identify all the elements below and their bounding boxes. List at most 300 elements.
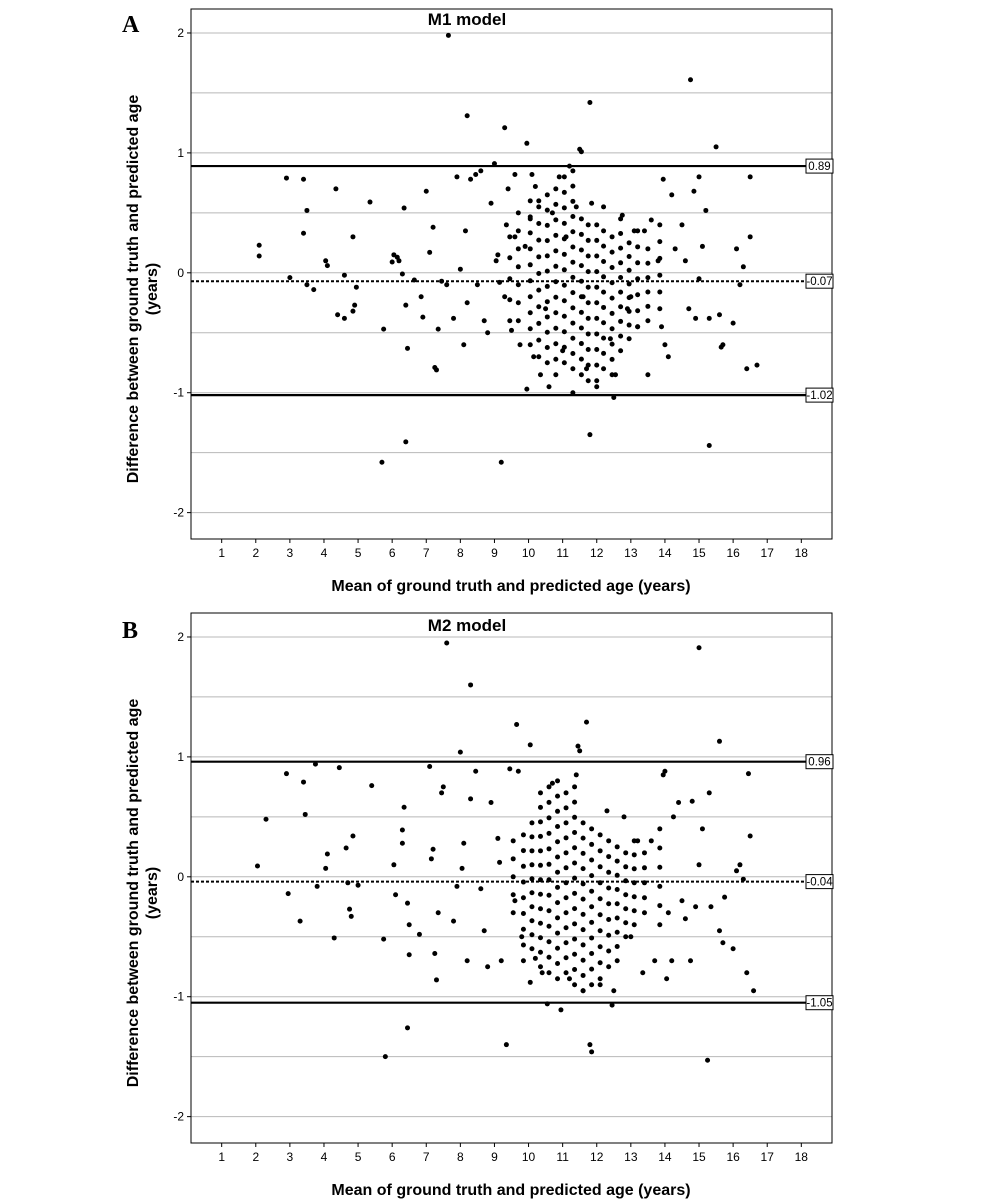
- data-point: [407, 922, 412, 927]
- data-point: [523, 244, 528, 249]
- data-point: [475, 282, 480, 287]
- data-point: [731, 946, 736, 951]
- data-point: [427, 250, 432, 255]
- data-point: [350, 834, 355, 839]
- data-point: [564, 910, 569, 915]
- data-point: [673, 246, 678, 251]
- data-point: [598, 832, 603, 837]
- data-point: [635, 324, 640, 329]
- data-point: [572, 845, 577, 850]
- x-tick-label: 10: [521, 1150, 536, 1164]
- data-point: [400, 828, 405, 833]
- data-point: [642, 910, 647, 915]
- x-tick-label: 4: [320, 546, 328, 560]
- data-point: [356, 883, 361, 888]
- data-point: [572, 860, 577, 865]
- data-point: [528, 230, 533, 235]
- x-tick-label: 11: [556, 546, 569, 560]
- data-point: [545, 299, 550, 304]
- data-point: [586, 222, 591, 227]
- data-point: [553, 233, 558, 238]
- data-point: [657, 239, 662, 244]
- data-point: [570, 244, 575, 249]
- data-point: [610, 357, 615, 362]
- data-point: [555, 778, 560, 783]
- data-point: [610, 326, 615, 331]
- data-point: [601, 259, 606, 264]
- data-point: [547, 939, 552, 944]
- data-point: [627, 254, 632, 259]
- data-point: [545, 269, 550, 274]
- data-point: [623, 864, 628, 869]
- data-point: [538, 935, 543, 940]
- data-point: [579, 325, 584, 330]
- x-tick-label: 8: [457, 1150, 464, 1164]
- data-point: [564, 805, 569, 810]
- data-point: [531, 354, 536, 359]
- reference-label: 0.96: [808, 756, 831, 769]
- data-point: [587, 432, 592, 437]
- data-point: [632, 922, 637, 927]
- data-point: [589, 951, 594, 956]
- data-point: [618, 246, 623, 251]
- data-point: [564, 970, 569, 975]
- data-point: [465, 958, 470, 963]
- data-point: [528, 326, 533, 331]
- y-tick-label: 2: [177, 25, 184, 40]
- x-tick-label: 5: [354, 1150, 362, 1164]
- data-point: [572, 800, 577, 805]
- data-point: [507, 255, 512, 260]
- data-point: [536, 338, 541, 343]
- data-point: [545, 192, 550, 197]
- data-point: [700, 244, 705, 249]
- data-point: [579, 372, 584, 377]
- data-point: [432, 951, 437, 956]
- y-axis-title: Difference between ground truth and predicted age: [125, 94, 142, 484]
- data-point: [485, 330, 490, 335]
- data-point: [405, 1025, 410, 1030]
- data-point: [350, 234, 355, 239]
- data-point: [606, 964, 611, 969]
- y-axis-title: Difference between ground truth and predicted age: [125, 698, 142, 1088]
- data-point: [610, 296, 615, 301]
- data-point: [594, 363, 599, 368]
- data-point: [497, 860, 502, 865]
- data-point: [545, 223, 550, 228]
- data-point: [538, 819, 543, 824]
- data-point: [570, 199, 575, 204]
- data-point: [615, 930, 620, 935]
- data-point: [536, 304, 541, 309]
- data-point: [606, 838, 611, 843]
- data-point: [489, 201, 494, 206]
- data-point: [717, 928, 722, 933]
- data-point: [642, 228, 647, 233]
- x-tick-label: 3: [286, 546, 294, 560]
- panel-b: [122, 613, 833, 1199]
- data-point: [494, 258, 499, 263]
- data-point: [543, 306, 548, 311]
- data-point: [661, 177, 666, 182]
- data-point: [538, 805, 543, 810]
- reference-label: -0.04: [806, 876, 833, 889]
- data-point: [547, 955, 552, 960]
- data-point: [553, 248, 558, 253]
- x-tick-label: 16: [726, 1150, 740, 1164]
- data-point: [528, 246, 533, 251]
- data-point: [594, 300, 599, 305]
- x-tick-label: 15: [692, 546, 706, 560]
- data-point: [547, 924, 552, 929]
- data-point: [645, 261, 650, 266]
- data-point: [581, 958, 586, 963]
- data-point: [550, 210, 555, 215]
- data-point: [396, 258, 401, 263]
- data-point: [622, 814, 627, 819]
- data-point: [627, 240, 632, 245]
- data-point: [536, 321, 541, 326]
- data-point: [579, 357, 584, 362]
- data-point: [598, 896, 603, 901]
- data-point: [547, 384, 552, 389]
- data-point: [257, 254, 262, 259]
- data-point: [645, 372, 650, 377]
- data-point: [516, 282, 521, 287]
- data-point: [536, 288, 541, 293]
- data-point: [528, 294, 533, 299]
- data-point: [507, 766, 512, 771]
- data-point: [547, 846, 552, 851]
- data-point: [555, 824, 560, 829]
- data-point: [255, 864, 260, 869]
- data-point: [545, 345, 550, 350]
- data-point: [337, 765, 342, 770]
- data-point: [439, 790, 444, 795]
- data-point: [264, 817, 269, 822]
- data-point: [393, 892, 398, 897]
- data-point: [431, 225, 436, 230]
- data-point: [669, 958, 674, 963]
- data-point: [649, 218, 654, 223]
- data-point: [383, 1054, 388, 1059]
- data-point: [572, 982, 577, 987]
- data-point: [601, 320, 606, 325]
- data-point: [429, 856, 434, 861]
- data-point: [632, 908, 637, 913]
- data-point: [657, 826, 662, 831]
- data-point: [645, 275, 650, 280]
- x-tick-label: 8: [457, 546, 464, 560]
- data-point: [570, 321, 575, 326]
- data-point: [536, 354, 541, 359]
- data-point: [618, 319, 623, 324]
- data-point: [417, 932, 422, 937]
- x-tick-label: 9: [491, 1150, 498, 1164]
- data-point: [446, 33, 451, 38]
- data-point: [737, 862, 742, 867]
- data-point: [287, 275, 292, 280]
- data-point: [427, 764, 432, 769]
- data-point: [657, 884, 662, 889]
- data-point: [662, 769, 667, 774]
- data-point: [562, 190, 567, 195]
- x-tick-label: 15: [692, 1150, 706, 1164]
- data-point: [610, 372, 615, 377]
- data-point: [304, 282, 309, 287]
- data-point: [705, 1058, 710, 1063]
- data-point: [529, 820, 534, 825]
- data-point: [564, 850, 569, 855]
- data-point: [610, 265, 615, 270]
- data-point: [570, 336, 575, 341]
- data-point: [581, 988, 586, 993]
- data-point: [586, 316, 591, 321]
- data-point: [555, 931, 560, 936]
- data-point: [598, 864, 603, 869]
- x-tick-label: 7: [422, 546, 430, 560]
- data-point: [545, 208, 550, 213]
- data-point: [468, 682, 473, 687]
- data-point: [598, 960, 603, 965]
- y-tick-label: -2: [173, 1109, 184, 1124]
- data-point: [536, 198, 541, 203]
- data-point: [528, 310, 533, 315]
- data-point: [570, 229, 575, 234]
- data-point: [645, 304, 650, 309]
- data-point: [610, 342, 615, 347]
- data-point: [434, 977, 439, 982]
- data-point: [420, 315, 425, 320]
- data-point: [444, 640, 449, 645]
- data-point: [586, 347, 591, 352]
- x-tick-label: 3: [286, 1150, 294, 1164]
- data-point: [579, 341, 584, 346]
- data-point: [545, 253, 550, 258]
- data-point: [528, 214, 533, 219]
- data-point: [562, 329, 567, 334]
- data-point: [564, 865, 569, 870]
- data-point: [458, 750, 463, 755]
- data-point: [521, 927, 526, 932]
- data-point: [558, 1007, 563, 1012]
- data-point: [615, 873, 620, 878]
- data-point: [545, 314, 550, 319]
- data-point: [688, 958, 693, 963]
- data-point: [707, 443, 712, 448]
- data-point: [516, 300, 521, 305]
- data-point: [693, 316, 698, 321]
- data-point: [741, 264, 746, 269]
- data-point: [441, 784, 446, 789]
- data-point: [744, 970, 749, 975]
- data-point: [555, 809, 560, 814]
- data-point: [514, 722, 519, 727]
- data-point: [499, 460, 504, 465]
- data-point: [511, 910, 516, 915]
- data-point: [581, 912, 586, 917]
- data-point: [512, 234, 517, 239]
- data-point: [460, 866, 465, 871]
- data-point: [572, 876, 577, 881]
- data-point: [627, 336, 632, 341]
- data-point: [538, 964, 543, 969]
- data-point: [581, 973, 586, 978]
- data-point: [521, 848, 526, 853]
- data-point: [400, 272, 405, 277]
- data-point: [502, 294, 507, 299]
- data-point: [533, 956, 538, 961]
- data-point: [618, 260, 623, 265]
- data-point: [485, 964, 490, 969]
- data-point: [405, 901, 410, 906]
- x-tick-label: 5: [354, 546, 362, 560]
- data-point: [697, 174, 702, 179]
- data-point: [722, 895, 727, 900]
- data-point: [391, 862, 396, 867]
- data-point: [547, 784, 552, 789]
- data-point: [511, 838, 516, 843]
- data-point: [507, 297, 512, 302]
- data-point: [662, 342, 667, 347]
- data-point: [564, 790, 569, 795]
- data-point: [659, 324, 664, 329]
- data-point: [547, 815, 552, 820]
- data-point: [284, 176, 289, 181]
- data-point: [635, 308, 640, 313]
- x-tick-label: 10: [521, 546, 536, 560]
- data-point: [512, 898, 517, 903]
- data-point: [536, 204, 541, 209]
- data-point: [575, 744, 580, 749]
- data-point: [342, 273, 347, 278]
- data-point: [553, 341, 558, 346]
- data-point: [570, 168, 575, 173]
- data-point: [570, 260, 575, 265]
- data-point: [572, 967, 577, 972]
- data-point: [594, 222, 599, 227]
- data-point: [436, 910, 441, 915]
- data-point: [524, 387, 529, 392]
- data-point: [504, 222, 509, 227]
- data-point: [562, 360, 567, 365]
- data-point: [465, 113, 470, 118]
- data-point: [436, 327, 441, 332]
- y-axis-title-units: (years): [144, 866, 161, 920]
- data-point: [618, 304, 623, 309]
- x-tick-label: 9: [491, 546, 498, 560]
- data-point: [604, 808, 609, 813]
- data-point: [402, 805, 407, 810]
- data-point: [737, 282, 742, 287]
- data-point: [601, 336, 606, 341]
- data-point: [545, 238, 550, 243]
- data-point: [610, 234, 615, 239]
- data-point: [688, 77, 693, 82]
- data-point: [553, 357, 558, 362]
- data-point: [419, 294, 424, 299]
- data-point: [589, 1049, 594, 1054]
- data-point: [555, 961, 560, 966]
- data-point: [352, 303, 357, 308]
- data-point: [570, 351, 575, 356]
- data-point: [606, 870, 611, 875]
- data-point: [627, 309, 632, 314]
- data-point: [744, 366, 749, 371]
- data-point: [478, 168, 483, 173]
- data-point: [623, 906, 628, 911]
- data-point: [516, 210, 521, 215]
- data-point: [529, 946, 534, 951]
- data-point: [697, 862, 702, 867]
- data-point: [562, 205, 567, 210]
- data-point: [403, 303, 408, 308]
- data-point: [618, 334, 623, 339]
- data-point: [381, 327, 386, 332]
- data-point: [627, 268, 632, 273]
- data-point: [642, 850, 647, 855]
- data-point: [538, 906, 543, 911]
- data-point: [547, 970, 552, 975]
- data-point: [615, 901, 620, 906]
- data-point: [538, 372, 543, 377]
- data-point: [524, 141, 529, 146]
- data-point: [610, 250, 615, 255]
- data-point: [754, 363, 759, 368]
- data-point: [734, 246, 739, 251]
- data-point: [748, 834, 753, 839]
- data-point: [623, 920, 628, 925]
- data-point: [676, 800, 681, 805]
- data-point: [349, 914, 354, 919]
- data-point: [581, 942, 586, 947]
- data-point: [708, 904, 713, 909]
- data-point: [632, 838, 637, 843]
- data-point: [547, 862, 552, 867]
- data-point: [400, 841, 405, 846]
- data-point: [564, 835, 569, 840]
- data-point: [589, 982, 594, 987]
- data-point: [570, 214, 575, 219]
- data-point: [325, 852, 330, 857]
- data-point: [579, 248, 584, 253]
- data-point: [627, 295, 632, 300]
- data-point: [473, 769, 478, 774]
- data-point: [579, 232, 584, 237]
- data-point: [615, 844, 620, 849]
- data-point: [693, 904, 698, 909]
- data-point: [589, 842, 594, 847]
- data-point: [564, 940, 569, 945]
- data-point: [683, 916, 688, 921]
- x-tick-label: 13: [624, 546, 638, 560]
- data-point: [553, 372, 558, 377]
- data-point: [511, 874, 516, 879]
- data-point: [589, 858, 594, 863]
- data-point: [618, 216, 623, 221]
- data-point: [257, 243, 262, 248]
- data-point: [586, 378, 591, 383]
- data-point: [572, 830, 577, 835]
- data-point: [589, 904, 594, 909]
- data-point: [516, 769, 521, 774]
- data-point: [553, 326, 558, 331]
- data-point: [579, 294, 584, 299]
- data-point: [424, 189, 429, 194]
- data-point: [652, 958, 657, 963]
- data-point: [657, 846, 662, 851]
- data-point: [562, 236, 567, 241]
